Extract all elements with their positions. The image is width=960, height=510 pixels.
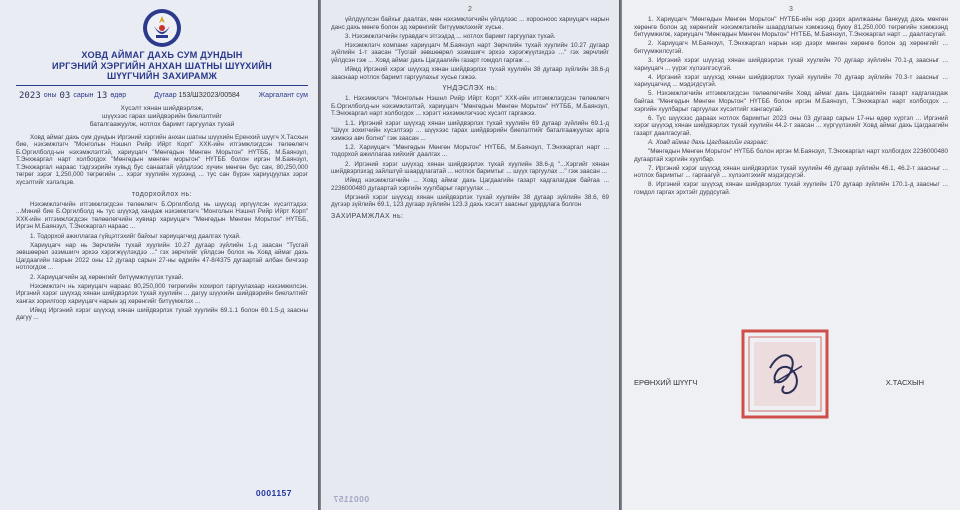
paragraph: Нэхэмжлэгч компани хариуцагч М.Баянзул нарт Зөрчлийн тухай хуулийн 10.27 дугаар зүйлийн 1-т заасан "Тусгай зөвшөөрөл эзэмшигч эрхээ хэрэгжүүлэхдээ ..." гэх зөрчлийг үйлдсэн гэж ... Ховд аймаг дахь Цагдаагийн газарт гомдол гаргаж ... xyxy=(331,41,609,64)
paragraph: 4. Иргэний хэрэг шүүхэд хянан шийдвэрлэх тухай хуулийн 70 дугаар зүйлийн 70.3-т заасныг ... хариуцагчид ... мэдэгдсүгэй. xyxy=(634,73,948,89)
court-title-line: ШҮҮГЧИЙН ЗАХИРАМЖ xyxy=(107,71,217,81)
paragraph: 3. Иргэний хэрэг шүүхэд хянан шийдвэрлэх тухай хуулийн 70 дугаар зүйлийн 70.1-д заасныг ... хариуцагч ... үүрэг хүлээлгэсүгэй. xyxy=(634,56,948,72)
page-3 xyxy=(622,0,960,510)
paragraph: Хариуцагч нар нь Зөрчлийн тухай хуулийн 10.27 дугаар зүйлийн 1-д заасан "Тусгай зөвшөөрөл эзэмшигч эрхээ хэрэгжүүлэхдээ ..." гэх зөрчлийг үйлдсэн болох нь Ховд аймаг дахь Цагдаагийн газрын 2022 оны 12 дугаар сарын 27-ны өдрийн 47-8/4375 дугаартай албан бичгээр нотлогдож ... xyxy=(16,241,308,272)
paragraph: 2. Иргэний хэрэг шүүхэд хянан шийдвэрлэх тухай хуулийн 38.6-д "...Хэргийг хянан шийдвэрлэхэд зайлшгүй шаардлагатай ... нотлох баримтыг ... шүүх гаргуулах ..." гэж заасан ... xyxy=(331,160,609,176)
signature-name: Х.ТАСХЫН xyxy=(885,378,924,387)
subject-line: шүүхээс гарах шийдвэрийн биелэлтийг xyxy=(102,112,222,120)
doc-number-label: Дугаар xyxy=(154,92,177,99)
page-number: 3 xyxy=(789,6,793,13)
paragraph: А. Ховд аймаг дахь Цагдаагийн газраас: xyxy=(648,138,769,146)
paragraph: Нэхэмжлэгчийн итгэмжлэгдсэн төлөөлөгч Б.Оргилболд нь шүүхэд иргүүлсэн хүсэлтэдээ: ...Миний бие Б.Оргилболд нь тус шүүхэд хандаж нэхэмжлэгч "Монголын Нэшнл Рийр Ийрт Корп" ХХК-ийн итгэмжлэгдсэн төлөөлөгчийн хувиар хариуцагч "Мөнгөдын Мөнгөн Морьтон" НҮТББ, Иргэн М.Баянзул, Т.Энхжаргал нараас ... xyxy=(16,200,308,231)
paragraph: 1. Хариуцагч "Мөнгөдын Мөнгөн Морьтон" НҮТББ-ийн нэр дээрх арилжааны банкууд дахь мөнгөн хөрөнгө болон эд хөрөнгийг нэхэмжлэлийн шаардлагын хэмжээнд буюу 81,250,000 төгрөгийн хэмжээнд битүүмжилж, хариуцагч "Мөнгөдын Мөнгөн Морьтон" НҮТББ, М.Баянзул, Т.Энхжаргал нарт ... даалгасугай. xyxy=(634,16,948,39)
paragraph: 7. Иргэний хэрэг шүүхэд хянан шийдвэрлэх тухай хуулийн 46 дугаар зүйлийн 46.1, 46.2-т заасныг ... нотлох баримтыг ... гаргаагүй ... хүлээлгэхийг мэдэгдсүгэй. xyxy=(634,164,948,180)
date-day-suffix: өдөр xyxy=(110,92,127,99)
paragraph: 6. Тус шүүхээс дараах нотлох баримтыг 2023 оны 03 дугаар сарын 17-ны өдөр хүртэл ... Иргэний хэрэг шүүхэд хянан шийдвэрлэх тухай хуулийн 44.2-т заасан ... хүргүүлэхийг Ховд аймаг дахь Цагдаагийн газарт даалгасугай. xyxy=(634,114,948,137)
paragraph: 1. Нэхэмжлэгч "Монголын Нэшнл Рийр Ийрт Корп" ХХК-ийн итгэмжлэгдсэн төлөөлөгч Б.Оргилболд-ын нэхэмжлэлтэй, хариуцагч "Мөнгөдын Мөнгөн Морьтон" НҮТББ, М.Баянзул, Т.Энхжаргал нарт холбогдох ... хэрэгт нэхэмжлэгчээс хүсэлт гаргажээ. xyxy=(331,95,609,118)
page-1 xyxy=(0,0,318,510)
paragraph: Иймд Иргэний хэрэг шүүхэд хянан шийдвэрлэх тухай хуулийн 69.1.1 болон 69.1.5-д заасны дагуу ... xyxy=(16,306,308,322)
signature-role: ЕРӨНХИЙ ШҮҮГЧ xyxy=(634,378,698,387)
page-number: 2 xyxy=(468,6,472,13)
court-title xyxy=(16,50,308,82)
court-seal-stamp-icon xyxy=(740,328,830,420)
paragraph: 8. Иргэний хэрэг шүүхэд хянан шийдвэрлэх тухай хуулийн 170 дугаар зүйлийн 170.1-д заасныг ... гомдол гаргах эрхтэйг дурдсугай. xyxy=(634,181,948,196)
paragraph: 2. Хариуцагч М.Баянзул, Т.Энхжаргал нарын нэр дээрх мөнгөн хөрөнгө болон эд хөрөнгийг ... битүүмжилсүгэй. xyxy=(634,40,948,55)
state-emblem-icon xyxy=(142,8,182,48)
section-heading: тодорхойлох нь: xyxy=(131,190,193,198)
serial-number: 0001157 xyxy=(255,488,292,498)
paragraph: Иймд нэхэмжлэгчийн ... Ховд аймаг дахь Цагдаагийн газарт хадгалагдаж байгаа ... 2236000480 дугаартай хэргийн хуулбарыг гаргуулах ... xyxy=(331,177,609,192)
paragraph: 5. Нэхэмжлэгчийн итгэмжлэгдсэн төлөөлөгчийн Ховд аймаг дахь Цагдаагийн газарт хадгалагдаж байгаа "Мөнгөдын Мөнгөн Морьтон" НҮТББ болон иргэн М.Баянзул, Т.Энхжаргал нарт холбогдох ... хэргийн хуулбарыг гаргуулах хүсэлтийг хангасугай. xyxy=(634,90,948,113)
paragraph: Ховд аймаг дахь сум дундын Иргэний хэргийн анхан шатны шүүхийн Еренхий шүүгч Х.Тасхын бие, нэхэмжлэгч "Монголын Нэшнл Рийр Ийрт Корп" ХХК-ийн итгэмжлэгдсэн төлөөлөгч Б.Оргилболд-ын нэхэмжлэлтэй, хариуцагч "Мөнгөдын Мөнгөн Морьтон" НҮТББ, М.Баянзул, Т.Энхжаргал нарт холбогдох "Мөнгөдын мөнгөн морьтон" НҮТББ болон иргэн М.Баянзул, Т.Энхжаргал нараас тэдгээрийн хувьд бус санаатай үйлдлээс хүчин мөнгөн бус сан, 80,250,000 төгрөг зэрэг 1,250,000 төгрөгийн ... хэрэг хуулийн хүрээнд ... тус сан бүрэн хариуцуулах зэрэг хүсэлтийг хэлэлцэв. xyxy=(16,133,308,187)
subject-line: Хүсэлт хянан шийдвэрлэж, xyxy=(120,104,204,112)
paragraph: "Мөнгөдын Мөнгөн Морьтон" НҮТББ болон иргэн М.Баянзул, Т.Энхжаргал нарт холбогдох 2236000480 дугаартай хэргийн хуулбар. xyxy=(634,148,948,163)
date-year: 2023 xyxy=(19,90,41,101)
page-2 xyxy=(321,0,619,510)
paragraph: Иймд Иргэний хэрэг шүүхэд хянан шийдвэрлэх тухай хуулийн 38 дугаар зүйлийн 38.6-д зааснаар нотлох баримт гаргуулахыг хүсье гэжээ. xyxy=(331,66,609,81)
place: Жаргалант сум xyxy=(258,92,308,99)
subject-line: баталгаажуулж, нотлох баримт гаргуулах тухай xyxy=(89,120,235,128)
title-divider xyxy=(16,85,308,86)
doc-number: 153/ШЗ2023/00584 xyxy=(178,92,240,99)
date-year-suffix: оны xyxy=(43,92,57,99)
section-heading: ҮНДЭСЛЭХ нь: xyxy=(442,85,498,93)
court-title-line: ХОВД АЙМАГ ДАХЬ СУМ ДУНДЫН xyxy=(81,50,243,60)
paragraph: Нэхэмжлэгч нь хариуцагч нараас 80,250,000 төгрөгийн хохирол гаргуулахаар нэхэмжилсэн. Иргэний хэрэг шүүхэд хянан шийдвэрлэх тухай хуулийн ... дагуу шүүхийн шийдвэрийн биелэлтийг хангах зорилгоор хариуцагч нарын эд хөрөнгийг битүүмжлэх ... xyxy=(16,282,308,305)
paragraph: 2. Хариуцагчийн эд хөрөнгийг битүүмжлүүлэх тухай. xyxy=(30,273,184,281)
paragraph: Иргэний хэрэг шүүхэд хянан шийдвэрлэх тухай хуулийн 38 дугаар зүйлийн 38.6, 69 дүгээр зүйлийн 69.1, 123 дугаар зүйлийн 123.3 дахь хэсэгт заасныг удирдлага болгон xyxy=(331,193,609,209)
date-month: 03 xyxy=(59,90,71,101)
paragraph: 3. Нэхэмжлэгчийн гуравдагч этгээдэд ... нотлох баримт гаргуулах тухай. xyxy=(345,32,556,40)
date-month-suffix: сарын xyxy=(73,92,94,99)
date-day: 13 xyxy=(96,90,108,101)
paragraph: 1.2. Хариуцагч "Мөнгөдын Мөнгөн Морьтон" НҮТББ, М.Баянзул, Т.Энхжаргал нарт ... тодорхой ажиллагаа хийхийг даалгах ... xyxy=(331,143,609,159)
paragraph: 1.1. Иргэний хэрэг шүүхэд хянан шийдвэрлэх тухай хуулийн 69 дугаар зүйлийн 69.1-д "Шүүх зохигчийн хүсэлтээр ... шүүхээс гарах шийдвэрийн биелэлтийг баталгаажуулах арга хэмжээ авч болно" гэж заасан ... xyxy=(331,119,609,142)
signature-block xyxy=(634,378,948,387)
paragraph: 1. Тодорхой ажиллагаа гүйцэтгэхийг байхыг хариуцагчид даалгах тухай. xyxy=(30,232,241,240)
court-title-line: ИРГЭНИЙ ХЭРГИЙН АНХАН ШАТНЫ ШҮҮХИЙН xyxy=(52,60,272,71)
subject xyxy=(16,105,308,129)
section-heading: ЗАХИРАМЖЛАХ нь: xyxy=(331,213,404,221)
paragraph: үйлдүүлсэн байхыг даалгах, мөн нэхэмжлэгчийн үйлдлээс ... хорооноос хариуцагч нарын данс дахь мөнгө болон эд хөрөнгийг битүүмжлэхийг хүсье. xyxy=(331,16,609,31)
document-meta xyxy=(16,90,308,102)
serial-number: 0001157 xyxy=(333,494,370,504)
